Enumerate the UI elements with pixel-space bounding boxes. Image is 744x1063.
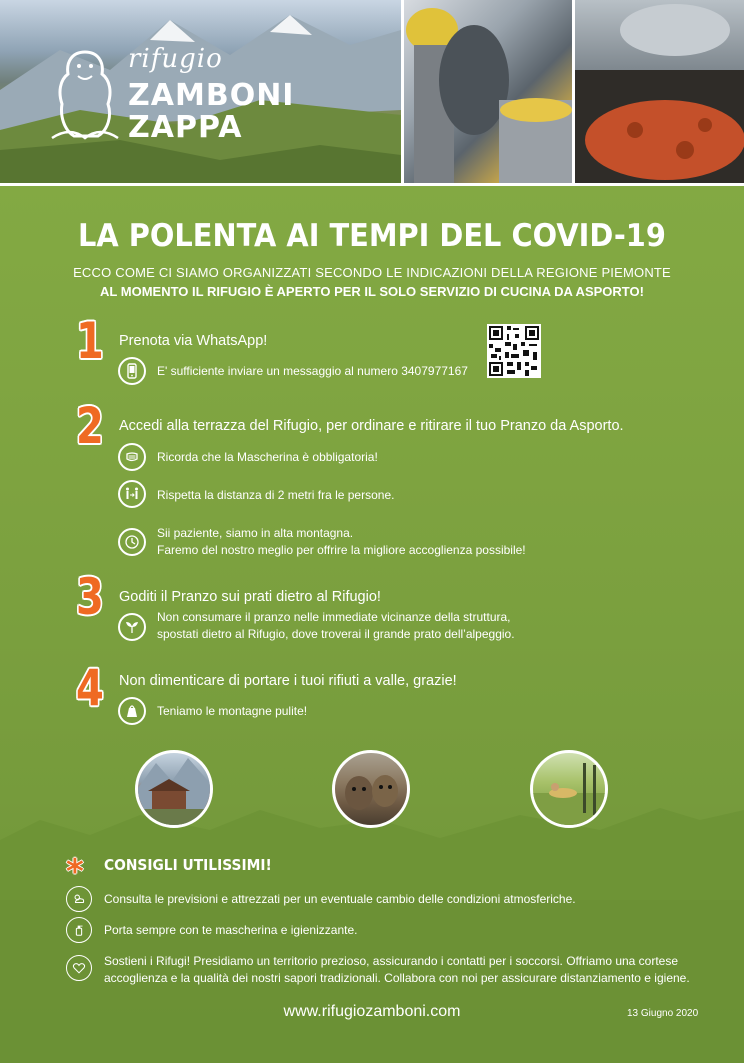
step-4-item-1: Teniamo le montagne pulite! <box>157 704 308 718</box>
step-3-item-1 <box>157 609 515 643</box>
step-number-4: 4 <box>76 659 104 717</box>
poster-title: LA POLENTA AI TEMPI DEL COVID-19 <box>78 218 666 254</box>
tip-3 <box>104 953 690 987</box>
phone-icon <box>118 357 146 385</box>
tip-3-line-1: Sostieni i Rifugi! Presidiamo un territorio prezioso, assicurando i contatti per i soccorsi. Offriamo una cortese <box>104 954 679 968</box>
header-photos <box>0 0 744 186</box>
weather-icon <box>66 886 92 912</box>
step-2-item-3 <box>157 525 526 559</box>
logo-rifugio: rifugio <box>128 44 223 74</box>
logo-zamboni: ZAMBONI <box>128 78 295 113</box>
leaf-icon <box>118 613 146 641</box>
cows-photo <box>332 750 410 828</box>
step-2-item-2: Rispetta la distanza di 2 metri fra le persone. <box>157 488 395 502</box>
refuge-photo <box>135 750 213 828</box>
step-1-item-1: E' sufficiente inviare un messaggio al numero 3407977167 <box>157 364 468 378</box>
tip-2: Porta sempre con te mascherina e igienizzante. <box>104 923 358 937</box>
step-number-2: 2 <box>76 397 104 455</box>
sanitizer-icon <box>66 917 92 943</box>
step-heading-3: Goditi il Pranzo sui prati dietro al Rifugio! <box>119 589 381 605</box>
mask-icon <box>118 443 146 471</box>
tip-1: Consulta le previsioni e attrezzati per un eventuale cambio delle condizioni atmosferiche. <box>104 892 576 906</box>
step-heading-2: Accedi alla terrazza del Rifugio, per ordinare e ritirare il tuo Pranzo da Asporto. <box>119 418 624 434</box>
step-2-item-3-line-2: Faremo del nostro meglio per offrire la migliore accoglienza possibile! <box>157 543 526 557</box>
step-2-item-3-line-1: Sii paziente, siamo in alta montagna. <box>157 526 354 540</box>
step-number-1: 1 <box>76 312 104 370</box>
clock-icon <box>118 528 146 556</box>
poster-date: 13 Giugno 2020 <box>627 1008 699 1019</box>
qr-code[interactable] <box>487 324 541 378</box>
cook-photo <box>404 0 572 183</box>
heart-icon <box>66 955 92 981</box>
logo <box>50 40 310 150</box>
step-number-3: 3 <box>76 568 104 626</box>
tip-3-line-2: accoglienza e la qualità dei nostri sapori tradizionali. Collabora con noi per assicurare distanziamento e igiene. <box>104 971 690 985</box>
pot-photo <box>575 0 744 183</box>
step-3-item-1-line-2: spostati dietro al Rifugio, dove troverai il grande prato dell’alpeggio. <box>157 627 515 641</box>
pot-scene <box>575 0 744 183</box>
step-heading-1: Prenota via WhatsApp! <box>119 333 268 349</box>
tips-title: CONSIGLI UTILISSIMI! <box>104 856 272 874</box>
poster-subtitle-bold: AL MOMENTO IL RIFUGIO È APERTO PER IL SOLO SERVIZIO DI CUCINA DA ASPORTO! <box>100 284 644 299</box>
logo-zappa: ZAPPA <box>128 110 243 145</box>
star-icon: * <box>66 852 84 892</box>
cook-scene <box>404 0 572 183</box>
step-3-item-1-line-1: Non consumare il pranzo nelle immediate vicinanze della struttura, <box>157 610 511 624</box>
step-2-item-1: Ricorda che la Mascherina è obbligatoria! <box>157 450 378 464</box>
marmot-icon <box>50 46 120 142</box>
website-link[interactable]: www.rifugiozamboni.com <box>283 1003 461 1020</box>
trash-bag-icon <box>118 697 146 725</box>
distance-icon <box>118 480 146 508</box>
step-heading-4: Non dimenticare di portare i tuoi rifiuti a valle, grazie! <box>119 673 457 689</box>
meadow-photo <box>530 750 608 828</box>
mountain-photo <box>0 0 401 183</box>
poster-subtitle: ECCO COME CI SIAMO ORGANIZZATI SECONDO LE INDICAZIONI DELLA REGIONE PIEMONTE <box>73 265 671 280</box>
